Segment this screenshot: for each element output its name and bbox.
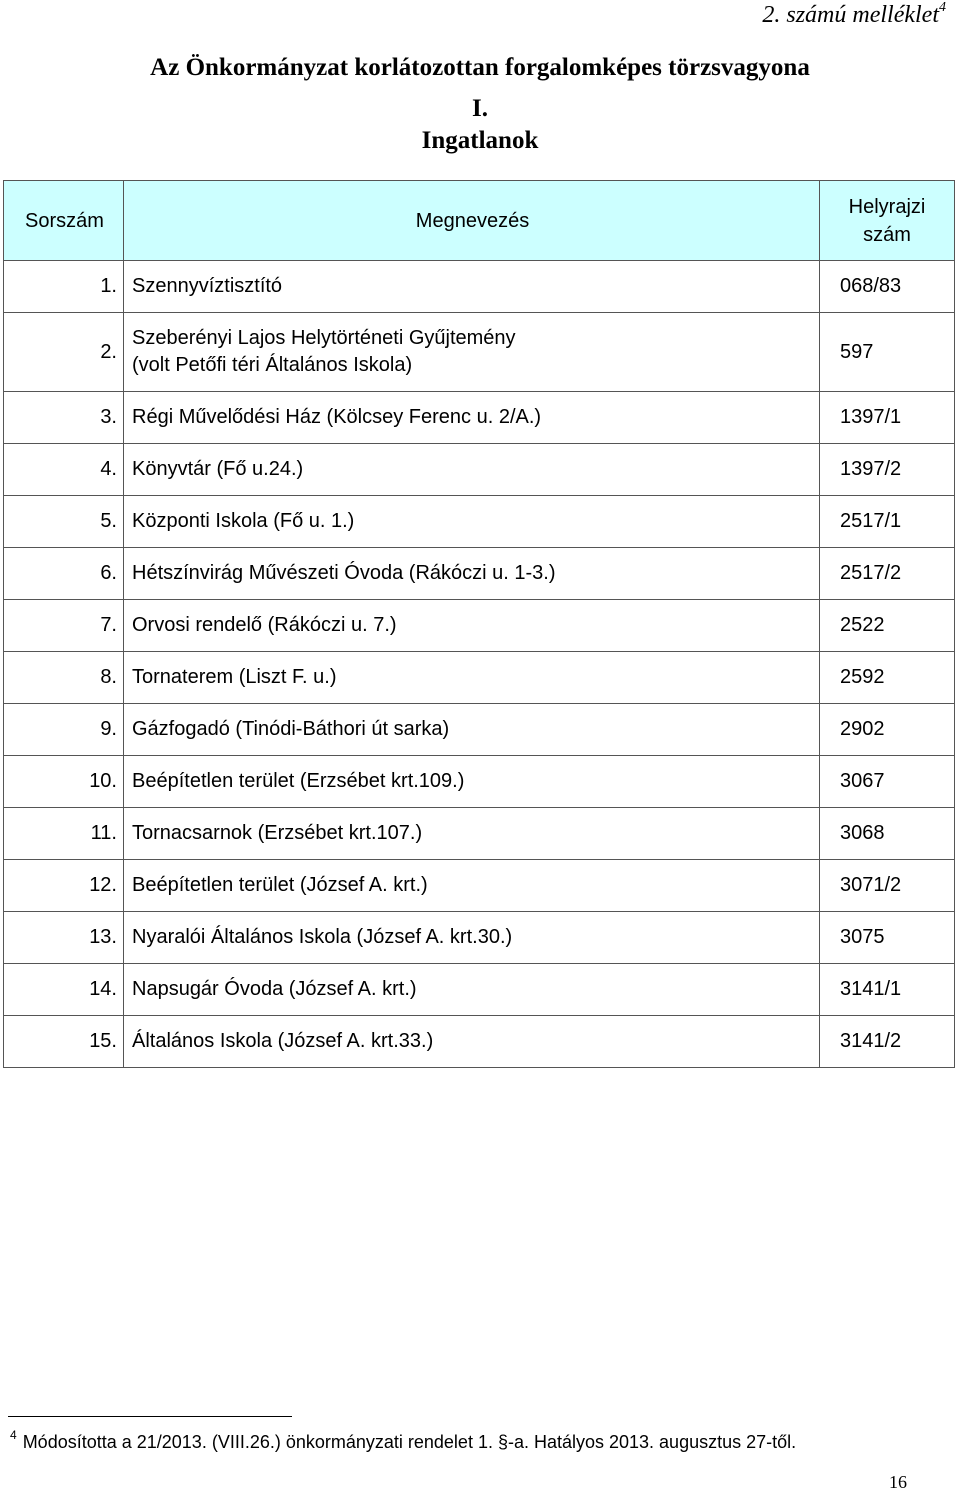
row-name	[124, 1016, 820, 1068]
row-name-line: Általános Iskola (József A. krt.33.)	[132, 1030, 434, 1052]
table-row	[4, 392, 955, 444]
row-lot-number: 1397/2	[820, 444, 955, 496]
row-number: 11.	[4, 808, 124, 860]
table-row	[4, 444, 955, 496]
row-number: 7.	[4, 600, 124, 652]
property-table	[3, 180, 955, 1068]
row-lot-number: 068/83	[820, 261, 955, 313]
table-header-row	[4, 181, 955, 261]
row-number: 13.	[4, 912, 124, 964]
row-number: 2.	[4, 313, 124, 392]
row-lot-number: 2517/2	[820, 548, 955, 600]
table-row	[4, 808, 955, 860]
table-row	[4, 912, 955, 964]
header-lot: Helyrajzi szám	[820, 181, 955, 261]
table-row	[4, 496, 955, 548]
annex-label	[762, 0, 946, 29]
table-row	[4, 652, 955, 704]
table-row	[4, 548, 955, 600]
row-name	[124, 392, 820, 444]
row-lot-number: 2902	[820, 704, 955, 756]
row-name-line: Hétszínvirág Művészeti Óvoda (Rákóczi u. 1-3.)	[132, 562, 556, 584]
row-name	[124, 261, 820, 313]
row-lot-number: 2517/1	[820, 496, 955, 548]
row-lot-number: 2592	[820, 652, 955, 704]
row-lot-number: 3141/1	[820, 964, 955, 1016]
row-number: 12.	[4, 860, 124, 912]
footnote-separator	[8, 1416, 292, 1417]
page-number: 16	[889, 1472, 907, 1492]
table-row	[4, 600, 955, 652]
row-name	[124, 704, 820, 756]
footnote	[10, 1428, 796, 1453]
row-name	[124, 313, 820, 392]
row-name-line: Beépítetlen terület (Erzsébet krt.109.)	[132, 770, 465, 792]
row-name-line-2: (volt Petőfi téri Általános Iskola)	[132, 354, 413, 376]
row-name-line: Könyvtár (Fő u.24.)	[132, 458, 304, 480]
row-lot-number: 3068	[820, 808, 955, 860]
row-number: 10.	[4, 756, 124, 808]
row-name	[124, 808, 820, 860]
row-number: 1.	[4, 261, 124, 313]
annex-footnote-marker[interactable]: 4	[939, 0, 946, 15]
table-row	[4, 756, 955, 808]
row-number: 5.	[4, 496, 124, 548]
row-name-line: Tornaterem (Liszt F. u.)	[132, 666, 337, 688]
footnote-marker: 4	[10, 1428, 17, 1442]
row-lot-number: 3075	[820, 912, 955, 964]
section-title: Ingatlanok	[421, 127, 539, 154]
footnote-text: Módosította a 21/2013. (VIII.26.) önkormányzati rendelet 1. §-a. Hatályos 2013. augusztus 27-től.	[22, 1432, 797, 1452]
row-lot-number: 3067	[820, 756, 955, 808]
row-name-line: Tornacsarnok (Erzsébet krt.107.)	[132, 822, 423, 844]
table-row	[4, 704, 955, 756]
table-row	[4, 1016, 955, 1068]
row-name-line: Szennyvíztisztító	[132, 275, 283, 297]
row-number: 9.	[4, 704, 124, 756]
row-lot-number: 1397/1	[820, 392, 955, 444]
row-name	[124, 496, 820, 548]
row-number: 3.	[4, 392, 124, 444]
row-name-line: Szeberényi Lajos Helytörténeti Gyűjtemény	[132, 327, 516, 349]
row-number: 6.	[4, 548, 124, 600]
annex-label-text: 2. számú melléklet	[762, 2, 939, 28]
table-row	[4, 313, 955, 392]
section-number: I.	[472, 95, 488, 122]
row-name	[124, 444, 820, 496]
row-number: 4.	[4, 444, 124, 496]
row-lot-number: 3071/2	[820, 860, 955, 912]
table-row	[4, 860, 955, 912]
table-body	[4, 261, 955, 1068]
row-number: 8.	[4, 652, 124, 704]
row-name	[124, 860, 820, 912]
row-lot-number: 3141/2	[820, 1016, 955, 1068]
row-number: 14.	[4, 964, 124, 1016]
row-name	[124, 912, 820, 964]
row-name-line: Gázfogadó (Tinódi-Báthori út sarka)	[132, 718, 450, 740]
row-lot-number: 2522	[820, 600, 955, 652]
row-name-line: Napsugár Óvoda (József A. krt.)	[132, 978, 417, 1000]
row-name-line: Nyaralói Általános Iskola (József A. krt.30.)	[132, 926, 513, 948]
row-name-line: Beépítetlen terület (József A. krt.)	[132, 874, 428, 896]
row-name-line: Központi Iskola (Fő u. 1.)	[132, 510, 355, 532]
header-name: Megnevezés	[124, 181, 820, 261]
document-title: Az Önkormányzat korlátozottan forgalomképes törzsvagyona	[150, 54, 810, 81]
row-number: 15.	[4, 1016, 124, 1068]
row-name-line: Régi Művelődési Ház (Kölcsey Ferenc u. 2/A.)	[132, 406, 542, 428]
row-name	[124, 652, 820, 704]
row-name-line: Orvosi rendelő (Rákóczi u. 7.)	[132, 614, 397, 636]
row-name	[124, 964, 820, 1016]
row-name	[124, 756, 820, 808]
row-name	[124, 600, 820, 652]
table-row	[4, 964, 955, 1016]
table-row	[4, 261, 955, 313]
row-lot-number: 597	[820, 313, 955, 392]
header-number: Sorszám	[4, 181, 124, 261]
row-name	[124, 548, 820, 600]
